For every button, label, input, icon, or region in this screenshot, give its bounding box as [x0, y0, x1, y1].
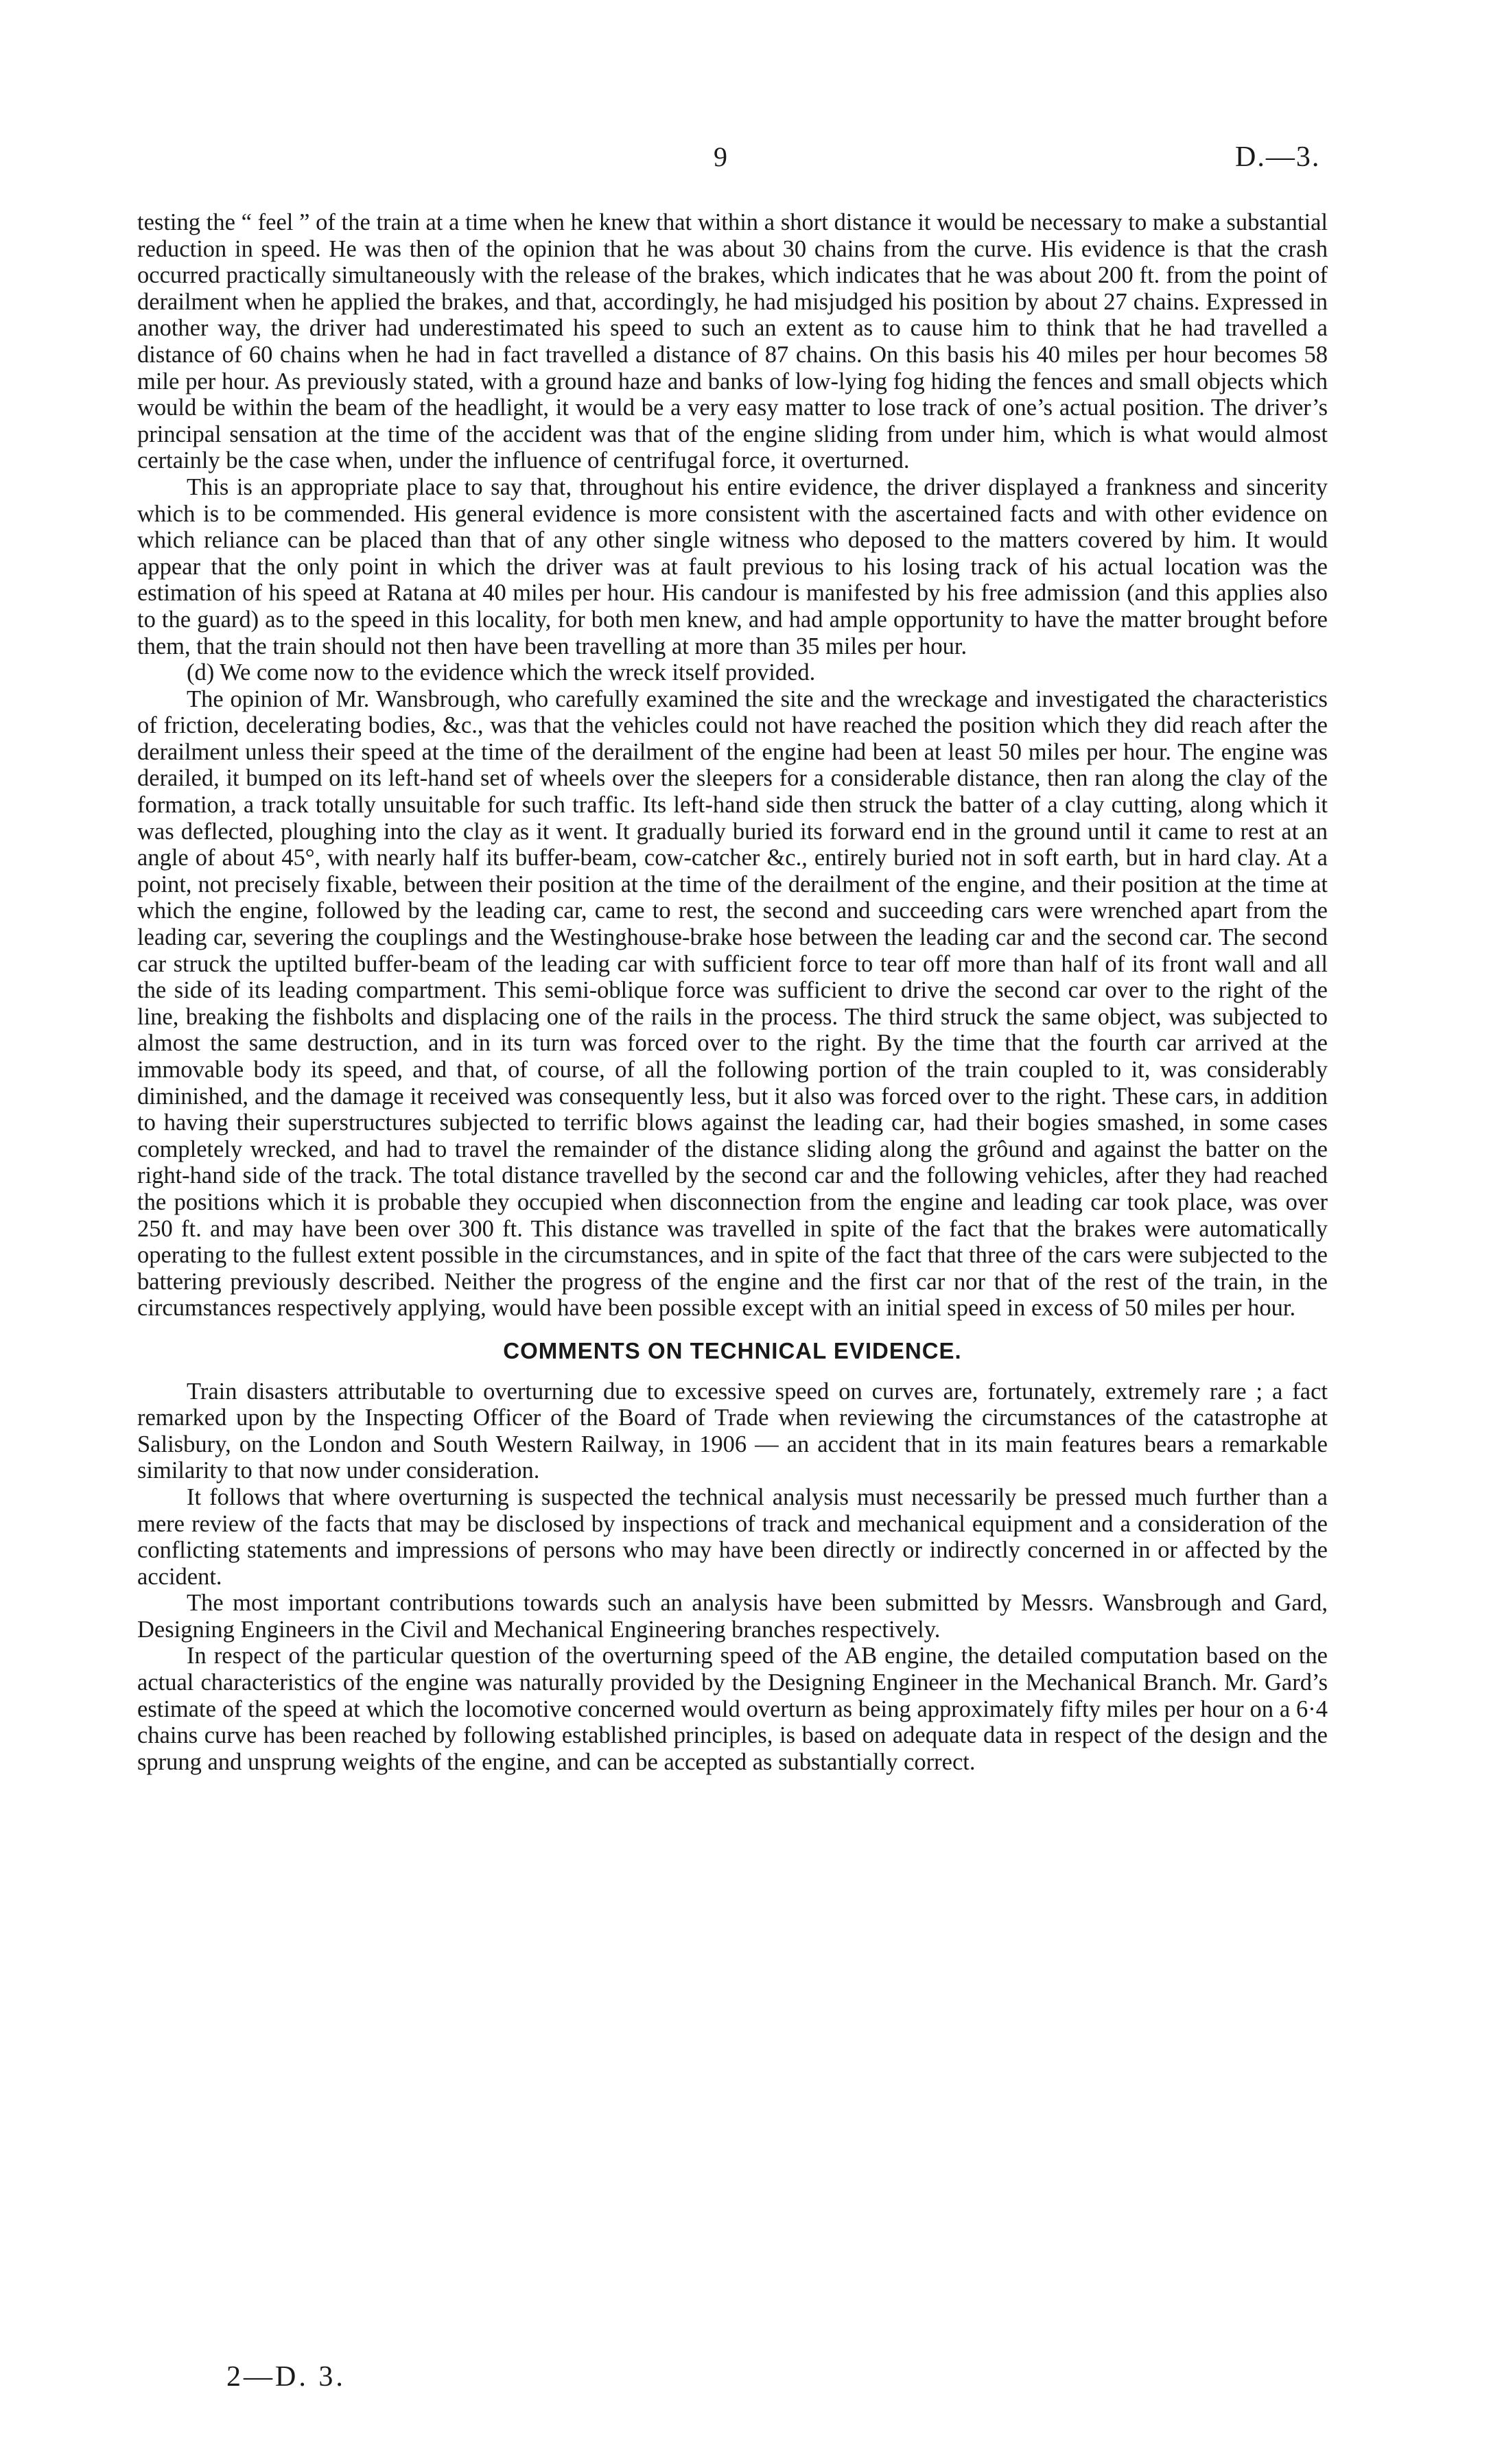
report-body [137, 209, 1328, 1775]
signature-mark: 2—D. 3. [226, 2361, 346, 2393]
paragraph-contributions: The most important contributions towards such an analysis have been submitted by Messrs. Wansbrough and Gard, Designing Engineers in the Civil and Mechanical Engineering branches respectively. [137, 1590, 1328, 1643]
paragraph-wansbrough-opinion: The opinion of Mr. Wansbrough, who carefully examined the site and the wreckage and investigated the characteristics of friction, decelerating bodies, &c., was that the vehicles could not have reached the position which they did reach after the derailment unless their speed at the time of the derailment of the engine had been at least 50 miles per hour. The engine was derailed, it bumped on its left-hand set of wheels over the sleepers for a considerable distance, then ran along the clay of the formation, a track totally unsuitable for such traffic. Its left-hand side then struck the batter of a clay cutting, along which it was deflected, ploughing into the clay as it went. It gradually buried its forward end in the ground until it came to rest at an angle of about 45°, with nearly half its buffer-beam, cow-catcher &c., entirely buried not in soft earth, but in hard clay. At a point, not precisely fixable, between their position at the time of the derailment of the engine, and their position at the time at which the engine, followed by the leading car, came to rest, the second and succeeding cars were wrenched apart from the leading car, severing the couplings and the Westinghouse-brake hose between the leading car and the second car. The second car struck the uptilted buffer-beam of the leading car with sufficient force to tear off more than half of its front wall and all the side of its leading compartment. This semi-oblique force was sufficient to drive the second car over to the right of the line, breaking the fishbolts and displacing one of the rails in the process. The third struck the same object, was subjected to almost the same destruction, and in its turn was forced over to the right. By the time that the fourth car arrived at the immovable body its speed, and that, of course, of all the following portion of the train coupled to it, was considerably diminished, and the damage it received was consequently less, but it also was forced over to the right. These cars, in addition to having their superstructures subjected to terrific blows against the leading car, had their bogies smashed, in some cases completely wrecked, and had to travel the remainder of the distance sliding along the grôund and against the batter on the right-hand side of the track. The total distance travelled by the second car and the following vehicles, after they had reached the positions which it is probable they occupied when disconnection from the engine and leading car took place, was over 250 ft. and may have been over 300 ft. This distance was travelled in spite of the fact that the brakes were automatically operating to the fullest extent possible in the circumstances, and in spite of the fact that three of the cars were subjected to the battering previously described. Neither the progress of the engine and the first car nor that of the rest of the train, in the circumstances respectively applying, would have been possible except with an initial speed in excess of 50 miles per hour. [137, 685, 1328, 1322]
page-header [0, 141, 1491, 182]
paragraph-driver-candour: This is an appropriate place to say that, throughout his entire evidence, the driver displayed a frankness and sincerity which is to be commended. His general evidence is more consistent with the ascertained facts and with other evidence on which reliance can be placed than that of any other single witness who deposed to the matters covered by him. It would appear that the only point in which the driver was at fault previous to his losing track of his actual location was the estimation of his speed at Ratana at 40 miles per hour. His candour is manifested by his free admission (and this applies also to the guard) as to the speed in this locality, for both men knew, and had ample opportunity to have the matter brought before them, that the train should not then have been travelling at more than 35 miles per hour. [137, 473, 1328, 659]
paragraph-wreck-evidence-intro: (d) We come now to the evidence which the wreck itself provided. [187, 659, 816, 686]
paragraph-overturning-rare: Train disasters attributable to overturning due to excessive speed on curves are, fortunately, extremely rare ; a fact remarked upon by the Inspecting Officer of the Board of Trade when reviewing the circumstances of the catastrophe at Salisbury, on the London and South Western Railway, in 1906 — an accident that in its main features bears a remarkable similarity to that now under consideration. [137, 1378, 1328, 1484]
section-heading: COMMENTS ON TECHNICAL EVIDENCE. [503, 1337, 962, 1363]
paragraph-technical-analysis: It follows that where overturning is suspected the technical analysis must necessarily be pressed much further than a mere review of the facts that may be disclosed by inspections of track and mechanical equipment and a consideration of the conflicting statements and impressions of persons who may have been directly or indirectly concerned in or affected by the accident. [137, 1483, 1328, 1590]
paragraph-driver-evidence: testing the “ feel ” of the train at a time when he knew that within a short distance it would be necessary to make a substantial reduction in speed. He was then of the opinion that he was about 30 chains from the curve. His evidence is that the crash occurred practically simultaneously with the release of the brakes, which indicates that he was about 200 ft. from the point of derailment when he applied the brakes, and that, accordingly, he had misjudged his position by about 27 chains. Expressed in another way, the driver had underestimated his speed to such an extent as to cause him to think that he had travelled a distance of 60 chains when he had in fact travelled a distance of 87 chains. On this basis his 40 miles per hour becomes 58 mile per hour. As previously stated, with a ground haze and banks of low-lying fog hiding the fences and small objects which would be within the beam of the headlight, it would be a very easy matter to lose track of one’s actual position. The driver’s principal sensation at the time of the accident was that of the engine sliding from under him, which is what would almost certainly be the case when, under the influence of centrifugal force, it overturned. [137, 209, 1328, 474]
page-number: 9 [714, 141, 727, 172]
document-reference: D.—3. [1235, 141, 1321, 173]
paragraph-overturning-speed: In respect of the particular question of the overturning speed of the AB engine, the detailed computation based on the actual characteristics of the engine was naturally provided by the Designing Engineer in the Mechanical Branch. Mr. Gard’s estimate of the speed at which the locomotive concerned would overturn as being approximately fifty miles per hour on a 6·4 chains curve has been reached by following established principles, is based on adequate data in respect of the design and the sprung and unsprung weights of the engine, and can be accepted as substantially correct. [137, 1643, 1328, 1775]
